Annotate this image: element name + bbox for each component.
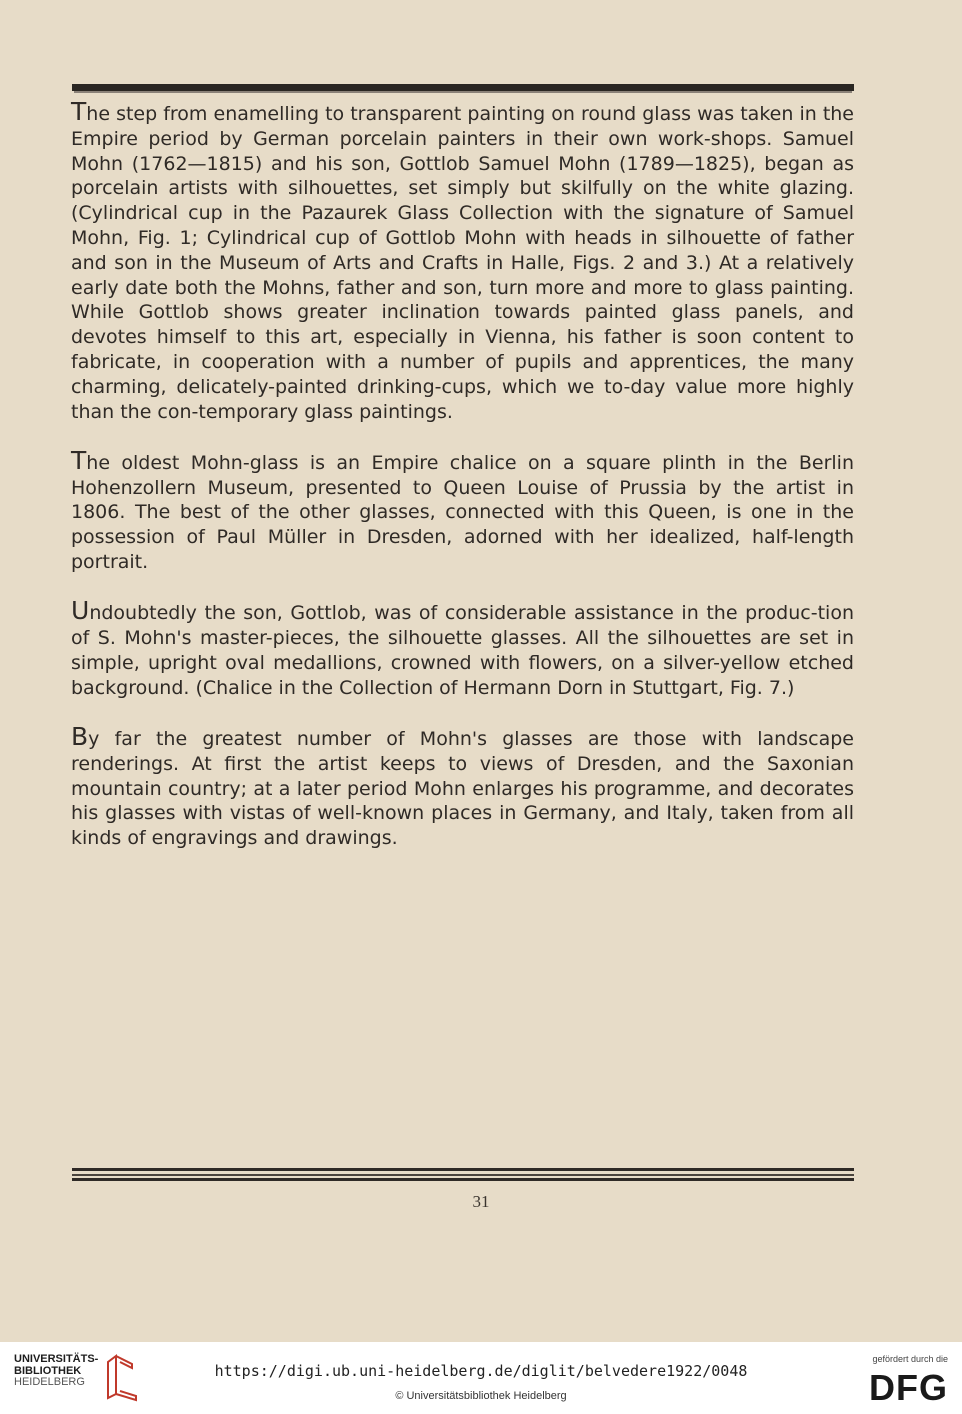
page-number: 31 xyxy=(472,1192,490,1211)
paragraph-2: The oldest Mohn-glass is an Empire chalice on a square plinth in the Berlin Hohenzollern Museum, presented to Queen Louise of Prussia by the artist in 1806. The best of the other glasses, connected with this Queen, is one in the possession of Paul Müller in Dresden, adorned with her idealized, half-length portrait. xyxy=(71,445,854,574)
bottom-rule xyxy=(72,1168,854,1181)
paragraph-3: Undoubtedly the son, Gottlob, was of considerable assistance in the produc-tion of S. Mohn's master-pieces, the silhouette glasses. All the silhouettes are set in simple, upright oval medallions, crowned with flowers, on a silver-yellow etched background. (Chalice in the Collection of Hermann Dorn in Stuttgart, Fig. 7.) xyxy=(71,596,854,699)
dfg-logo[interactable] xyxy=(852,1354,948,1410)
paragraph-1: The step from enamelling to transparent painting on round glass was taken in the Empire period by German porcelain painters in their own work-shops. Samuel Mohn (1762—1815) and his son, Gottlob Samuel Mohn (1789—1825), began as porcelain artists with silhouettes, set simply but skilfully on the white glazing. (Cylindrical cup in the Pazaurek Glass Collection with the signature of Samuel Mohn, Fig. 1; Cylindrical cup of Gottlob Mohn with heads in silhouette of father and son in the Museum of Arts and Crafts in Halle, Figs. 2 and 3.) At a relatively early date both the Mohns, father and son, turn more and more to glass painting. While Gottlob shows greater inclination towards painted glass panels, and devotes himself to this art, especially in Vienna, his father is soon content to fabricate, in cooperation with a number of pupils and apprentices, the many charming, delicately-painted drinking-cups, which we to-day value more highly than the con-temporary glass paintings. xyxy=(71,97,854,423)
footer-bar xyxy=(0,1342,962,1414)
library-name-line1: UNIVERSITÄTS- xyxy=(14,1353,99,1365)
library-name-line3: HEIDELBERG xyxy=(14,1376,85,1388)
body-text xyxy=(71,97,854,876)
permalink-url[interactable]: https://digi.ub.uni-heidelberg.de/diglit/belvedere1922/0048 xyxy=(214,1362,748,1380)
copyright-notice: © Universitätsbibliothek Heidelberg xyxy=(395,1390,567,1402)
top-rule xyxy=(72,84,854,91)
dfg-funding-note: gefördert durch die xyxy=(872,1354,948,1364)
dfg-wordmark: DFG xyxy=(869,1367,948,1408)
library-name-line2: BIBLIOTHEK xyxy=(14,1364,82,1377)
paragraph-4: By far the greatest number of Mohn's glasses are those with landscape renderings. At first the artist keeps to views of Dresden, and the Saxonian mountain country; at a later period Mohn enlarges his programme, and decorates his glasses with vistas of well-known places in Germany, and Italy, taken from all kinds of engravings and drawings. xyxy=(71,722,854,850)
